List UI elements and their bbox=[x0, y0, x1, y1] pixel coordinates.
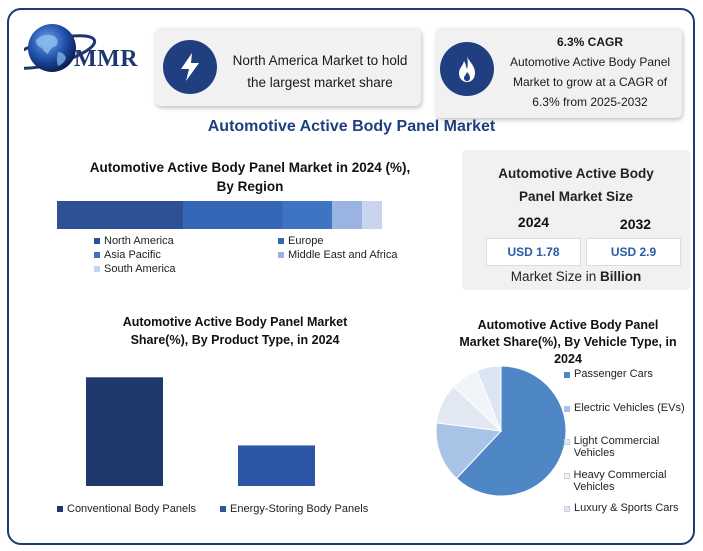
region-stacked-bar bbox=[57, 201, 387, 231]
size-footer bbox=[462, 269, 690, 284]
vehicle-pie-chart bbox=[426, 356, 576, 506]
legend-swatch bbox=[57, 506, 63, 512]
legend-label: Light Commercial Vehicles bbox=[573, 435, 660, 459]
legend-label: Luxury & Sports Cars bbox=[574, 502, 679, 514]
logo-text: MMR bbox=[74, 46, 139, 72]
legend-label: North America bbox=[104, 235, 174, 247]
legend-label: Europe bbox=[288, 235, 324, 247]
legend-swatch bbox=[94, 252, 100, 258]
vehicle-title-line2: Market Share(%), By Vehicle Type, in bbox=[459, 335, 677, 349]
legend-swatch bbox=[564, 439, 570, 445]
cagr-text-line3: 6.3% from 2025-2032 bbox=[532, 95, 648, 109]
size-footer-unit: Billion bbox=[600, 269, 642, 284]
legend-label: South America bbox=[104, 263, 176, 275]
year-2024: 2024 bbox=[517, 214, 550, 230]
flame-icon bbox=[440, 42, 494, 96]
share-text-line1: North America Market to hold bbox=[232, 53, 408, 68]
main-title: Automotive Active Body Panel Market bbox=[207, 118, 496, 135]
legend-asia-pacific bbox=[94, 249, 161, 261]
legend-label: Middle East and Africa bbox=[288, 249, 398, 261]
region-chart-title bbox=[60, 158, 440, 196]
legend-swatch bbox=[94, 238, 100, 244]
logo bbox=[24, 22, 150, 86]
bar-conventional-body-panels bbox=[86, 377, 163, 486]
legend-middle-east-and-africa bbox=[278, 249, 397, 261]
product-title-line1: Automotive Active Body Panel Market bbox=[122, 315, 348, 329]
legend-swatch bbox=[564, 506, 570, 512]
bar-segment-middle-east-and-africa bbox=[332, 201, 362, 229]
legend-swatch bbox=[278, 252, 284, 258]
bar-segment-north-america bbox=[57, 201, 183, 229]
product-chart-title bbox=[60, 313, 410, 349]
size-title-line1: Automotive Active Body bbox=[498, 166, 654, 181]
legend-light-commercial-vehicles bbox=[564, 435, 694, 459]
vehicle-title-line1: Automotive Active Body Panel bbox=[477, 318, 659, 332]
legend-electric-vehicles-evs bbox=[564, 402, 694, 414]
product-title-line2: Share(%), By Product Type, in 2024 bbox=[130, 333, 340, 347]
legend-swatch bbox=[220, 506, 226, 512]
legend-label: Energy-Storing Body Panels bbox=[230, 503, 369, 515]
bar-segment-asia-pacific bbox=[283, 201, 333, 229]
legend-conventional-body-panels bbox=[57, 503, 196, 515]
region-title-line1: Automotive Active Body Panel Market in 2024 (%), bbox=[89, 160, 411, 175]
legend-south-america bbox=[94, 263, 176, 275]
cagr-text-line1: Automotive Active Body Panel bbox=[509, 55, 671, 69]
legend-energy-storing-body-panels bbox=[220, 503, 368, 515]
market-share-card bbox=[155, 28, 421, 106]
legend-swatch bbox=[94, 266, 100, 272]
legend-swatch bbox=[564, 473, 570, 479]
value-2032: USD 2.9 bbox=[586, 238, 681, 266]
lightning-bolt-icon bbox=[163, 40, 217, 94]
legend-swatch bbox=[278, 238, 284, 244]
legend-label: Electric Vehicles (EVs) bbox=[574, 402, 685, 414]
product-bar-chart bbox=[60, 360, 400, 490]
vehicle-title-line3: 2024 bbox=[554, 352, 582, 366]
legend-swatch bbox=[564, 372, 570, 378]
legend-label: Asia Pacific bbox=[104, 249, 161, 261]
legend-label: Heavy Commercial Vehicles bbox=[573, 469, 667, 493]
legend-north-america bbox=[94, 235, 174, 247]
legend-heavy-commercial-vehicles bbox=[564, 469, 694, 493]
size-title-line2: Panel Market Size bbox=[518, 189, 634, 204]
value-2024: USD 1.78 bbox=[486, 238, 581, 266]
legend-label: Passenger Cars bbox=[574, 368, 653, 380]
legend-swatch bbox=[564, 406, 570, 412]
share-text-line2: the largest market share bbox=[247, 75, 393, 90]
legend-luxury-sports-cars bbox=[564, 502, 694, 514]
cagr-card bbox=[436, 28, 682, 118]
size-footer-prefix: Market Size in bbox=[510, 269, 601, 284]
region-title-line2: By Region bbox=[216, 179, 284, 194]
legend-label: Conventional Body Panels bbox=[67, 503, 197, 515]
legend-passenger-cars bbox=[564, 368, 694, 380]
bar-segment-europe bbox=[183, 201, 282, 229]
bar-segment-south-america bbox=[362, 201, 382, 229]
cagr-title: 6.3% CAGR bbox=[556, 35, 624, 49]
cagr-text-line2: Market to grow at a CAGR of bbox=[512, 75, 668, 89]
market-size-panel bbox=[462, 150, 690, 290]
legend-europe bbox=[278, 235, 323, 247]
bar-energy-storing-body-panels bbox=[238, 445, 315, 486]
year-2032: 2032 bbox=[619, 216, 652, 232]
